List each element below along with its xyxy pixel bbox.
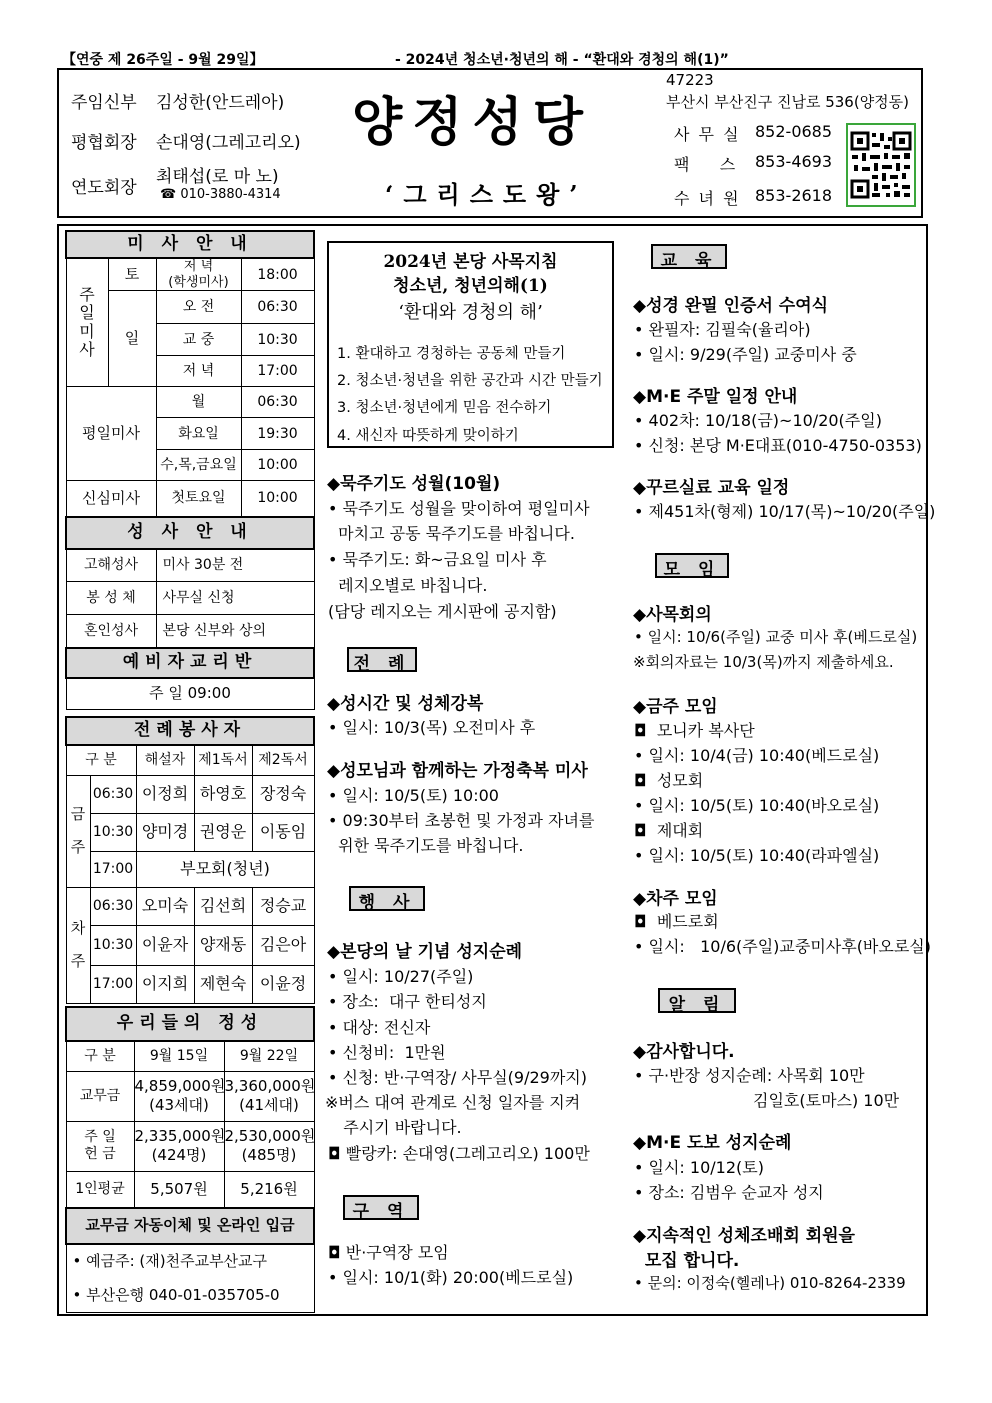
sacrament-value: 미사 30분 전 (156, 549, 314, 582)
pastoral-item: 1. 환대하고 경청하는 공동체 만들기 (337, 346, 566, 362)
bank-account: • 부산은행 040-01-035705-0 (66, 1279, 314, 1312)
meetings-title: 모 임 (655, 553, 729, 578)
rosary-line: (담당 레지오는 게시판에 공지함) (328, 602, 557, 621)
avg-label: 1인평균 (66, 1171, 134, 1208)
education-line: • 402차: 10/18(금)~10/20(주일) (634, 411, 882, 430)
server-reader2: 장정숙 (252, 775, 314, 813)
server-time: 06:30 (90, 775, 136, 813)
rosary-line: • 묵주기도: 화~금요일 미사 후 (328, 550, 547, 569)
liturgy-line: • 09:30부터 초봉헌 및 가정과 자녀를 (328, 811, 595, 830)
meetings-line: ◘ 제대회 (634, 821, 704, 840)
liturgy-heading-1: ◆성시간 및 성체강복 (327, 694, 484, 714)
notices-line: • 문의: 이정숙(헬레나) 010-8264-2339 (634, 1274, 906, 1292)
kyomu-value-2: 3,360,000원 (41세대) (224, 1071, 314, 1121)
education-title: 교 육 (651, 244, 727, 269)
sun-label: 일 (108, 291, 156, 387)
liturgy-line: 위한 묵주기도를 바칩니다. (328, 836, 524, 855)
sunday-offering-label: 주 일 헌 금 (66, 1121, 134, 1171)
server-reader1: 권영운 (194, 813, 252, 851)
yeondo-label: 연도회장 (71, 178, 137, 198)
sacrament-label: 봉 성 체 (66, 582, 156, 615)
server-commentator: 오미숙 (136, 887, 194, 925)
events-line: • 대상: 전신자 (328, 1018, 431, 1037)
sinsim-label: 신심미사 (66, 481, 156, 517)
meetings-heading-2: ◆금주 모임 (633, 697, 718, 717)
pastor-name: 김성한(안드레아) (156, 93, 285, 113)
server-time: 17:00 (90, 965, 136, 1003)
server-reader2: 이윤정 (252, 965, 314, 1003)
pastor-label: 주임신부 (71, 93, 137, 113)
meetings-line: • 일시: 10/6(주일)교중미사후(바오로실) (634, 937, 931, 956)
server-reader2: 정승교 (252, 887, 314, 925)
fax-label: 팩 스 (674, 155, 738, 174)
mon-label: 월 (156, 387, 241, 418)
offerings-table (65, 1006, 315, 1313)
catechumen-title: 예비자교리반 (66, 648, 314, 678)
convent-phone: 853-2618 (755, 186, 833, 205)
sunday-mass-label: 주 일 미 사 (66, 258, 108, 387)
meetings-line: ※회의자료는 10/3(목)까지 제출하세요. (633, 653, 894, 671)
notices-heading-3b: 모집 합니다. (633, 1251, 740, 1271)
education-line: • 제451차(형제) 10/17(목)~10/20(주일) (634, 502, 936, 521)
liturgy-heading-2: ◆성모님과 함께하는 가정축복 미사 (327, 761, 588, 781)
church-motto: ‘그리스도왕’ (385, 180, 588, 209)
offerings-title: 우리들의 정성 (66, 1007, 314, 1041)
district-title: 구 역 (343, 1195, 419, 1220)
notices-heading-3a: ◆지속적인 성체조배회 회원을 (633, 1226, 855, 1246)
rosary-heading: ◆묵주기도 성월(10월) (327, 474, 501, 494)
meetings-line: ◘ 베드로회 (634, 912, 719, 931)
convent-label: 수 녀 원 (674, 189, 741, 208)
meetings-heading-3: ◆차주 모임 (633, 889, 718, 909)
meetings-line: • 일시: 10/5(토) 10:40(라파엘실) (634, 846, 880, 865)
mon-time: 06:30 (241, 387, 314, 418)
sun-main: 교 중 (156, 324, 241, 356)
pastoral-item: 4. 새신자 따뜻하게 맞이하기 (337, 428, 519, 444)
events-line: • 신청: 반·구역장/ 사무실(9/29까지) (328, 1068, 587, 1087)
meetings-line: ◘ 성모회 (634, 771, 704, 790)
notices-heading-2: ◆M·E 도보 성지순례 (633, 1133, 792, 1153)
sun-evening-time: 17:00 (241, 356, 314, 387)
this-week-label: 금 주 (66, 775, 90, 887)
education-heading-2: ◆M·E 주말 일정 안내 (633, 387, 798, 407)
pastoral-item: 3. 청소년·청년에게 믿음 전수하기 (337, 400, 552, 416)
notices-line: • 구·반장 성지순례: 사목회 10만 (634, 1066, 865, 1085)
meetings-line: ◘ 모니카 복사단 (634, 721, 755, 740)
server-reader1: 김선희 (194, 887, 252, 925)
server-commentator: 이지희 (136, 965, 194, 1003)
notices-title: 알 림 (658, 988, 736, 1013)
mass-table (65, 230, 315, 710)
sinsim-time: 10:00 (241, 481, 314, 517)
sacrament-title: 성 사 안 내 (66, 517, 314, 549)
servers-col-header: 제2독서 (252, 745, 314, 775)
rosary-line: 마치고 공동 묵주기도를 바칩니다. (328, 524, 575, 543)
servers-title: 전례봉사자 (66, 717, 314, 745)
events-line: 주시기 바랍니다. (328, 1118, 462, 1137)
sacrament-label: 혼인성사 (66, 615, 156, 648)
servers-table (65, 716, 315, 1004)
offerings-col1: 9월 15일 (134, 1041, 224, 1071)
council-name: 손대영(그레고리오) (156, 133, 301, 153)
notices-line: • 일시: 10/12(토) (634, 1158, 764, 1177)
sunday-offering-1: 2,335,000원 (424명) (134, 1121, 224, 1171)
sun-am: 오 전 (156, 291, 241, 324)
bank-title: 교무금 자동이체 및 온라인 입금 (66, 1208, 314, 1244)
kyomu-value-1: 4,859,000원 (43세대) (134, 1071, 224, 1121)
server-reader1: 제현숙 (194, 965, 252, 1003)
events-line: • 신청비: 1만원 (328, 1043, 446, 1062)
sat-evening-time: 18:00 (241, 258, 314, 291)
council-label: 평협회장 (71, 133, 137, 153)
meetings-line: • 일시: 10/4(금) 10:40(베드로실) (634, 746, 880, 765)
liturgy-line: • 일시: 10/3(목) 오전미사 후 (328, 718, 536, 737)
pastoral-line2: 청소년, 청년의해(1) (393, 276, 548, 296)
server-time: 17:00 (90, 851, 136, 887)
rosary-line: 레지오별로 바칩니다. (328, 576, 488, 595)
events-line: ※버스 대여 관계로 신청 일자를 지켜 (325, 1093, 581, 1112)
server-reader2: 이동임 (252, 813, 314, 851)
meetings-line: • 일시: 10/5(토) 10:40(바오로실) (634, 796, 880, 815)
pastoral-line1: 2024년 본당 사목지침 (383, 252, 558, 272)
events-heading: ◆본당의 날 기념 성지순례 (327, 942, 523, 962)
events-line: ◘ 빨랑카: 손대영(그레고리오) 100만 (328, 1144, 590, 1163)
servers-col-header: 구 분 (66, 745, 136, 775)
week-label: 【연중 제 26주일 - 9월 29일】 (62, 52, 264, 68)
catechumen-time: 주 일 09:00 (66, 678, 314, 710)
sun-am-time: 06:30 (241, 291, 314, 324)
sacrament-value: 본당 신부와 상의 (156, 615, 314, 648)
notices-heading-1: ◆감사합니다. (633, 1042, 735, 1062)
events-line: • 일시: 10/27(주일) (328, 967, 474, 986)
sun-main-time: 10:30 (241, 324, 314, 356)
servers-col-header: 해설자 (136, 745, 194, 775)
depositor: • 예금주: (재)천주교부산교구 (66, 1244, 314, 1279)
wtf-label: 수,목,금요일 (156, 450, 241, 481)
theme-line: - 2024년 청소년·청년의 해 - “환대와 경청의 해(1)” (395, 52, 729, 68)
education-line: • 완필자: 김필숙(율리아) (634, 320, 811, 339)
kyomu-label: 교무금 (66, 1071, 134, 1121)
offerings-col-label: 구 분 (66, 1041, 134, 1071)
district-line: ◘ 반·구역장 모임 (328, 1243, 449, 1262)
sacrament-label: 고해성사 (66, 549, 156, 582)
server-commentator: 양미경 (136, 813, 194, 851)
server-reader1: 양재동 (194, 925, 252, 965)
pastoral-item: 2. 청소년·청년을 위한 공간과 시간 만들기 (337, 373, 603, 389)
server-commentator: 이윤자 (136, 925, 194, 965)
sat-evening: 저 녁 (학생미사) (156, 258, 241, 291)
pastoral-line3: ‘환대와 경청의 해’ (398, 302, 543, 323)
next-week-label: 차 주 (66, 887, 90, 1003)
fax-phone: 853-4693 (755, 152, 833, 171)
education-heading-1: ◆성경 완필 인증서 수여식 (633, 296, 829, 316)
server-reader1: 하영호 (194, 775, 252, 813)
avg-value-2: 5,216원 (224, 1171, 314, 1208)
server-reader2: 김은아 (252, 925, 314, 965)
meetings-heading-1: ◆사목회의 (633, 605, 712, 625)
tue-label: 화요일 (156, 418, 241, 450)
qr-code-icon[interactable] (846, 123, 916, 207)
avg-value-1: 5,507원 (134, 1171, 224, 1208)
sinsim-day: 첫토요일 (156, 481, 241, 517)
office-phone: 852-0685 (755, 122, 833, 141)
mass-title: 미 사 안 내 (66, 231, 314, 258)
sat-label: 토 (108, 258, 156, 291)
education-line: • 일시: 9/29(주일) 교중미사 중 (634, 345, 857, 364)
weekday-mass-label: 평일미사 (66, 387, 156, 481)
notices-line: • 장소: 김범우 순교자 성지 (634, 1183, 824, 1202)
server-commentator: 이정희 (136, 775, 194, 813)
yeondo-phone: ☎ 010-3880-4314 (160, 187, 281, 202)
liturgy-line: • 일시: 10/5(토) 10:00 (328, 786, 499, 805)
church-name: 양정성당 (352, 92, 593, 153)
offerings-col2: 9월 22일 (224, 1041, 314, 1071)
address: 부산시 부산진구 진남로 536(양정동) (666, 93, 910, 111)
server-time: 10:30 (90, 813, 136, 851)
meetings-line: • 일시: 10/6(주일) 교중 미사 후(베드로실) (634, 628, 918, 646)
education-line: • 신청: 본당 M·E대표(010-4750-0353) (634, 436, 922, 455)
wtf-time: 10:00 (241, 450, 314, 481)
server-group: 부모회(청년) (136, 851, 314, 887)
office-label: 사 무 실 (674, 125, 741, 144)
postal-code: 47223 (666, 71, 714, 89)
sunday-offering-2: 2,530,000원 (485명) (224, 1121, 314, 1171)
events-line: • 장소: 대구 한티성지 (328, 992, 487, 1011)
tue-time: 19:30 (241, 418, 314, 450)
rosary-line: • 묵주기도 성월을 맞이하여 평일미사 (328, 499, 590, 518)
server-time: 10:30 (90, 925, 136, 965)
yeondo-name: 최태섭(로 마 노) (156, 167, 279, 187)
sun-evening: 저 녁 (156, 356, 241, 387)
events-title: 행 사 (349, 886, 425, 911)
sacrament-value: 사무실 신청 (156, 582, 314, 615)
servers-col-header: 제1독서 (194, 745, 252, 775)
district-line: • 일시: 10/1(화) 20:00(베드로실) (328, 1268, 574, 1287)
liturgy-title: 전 례 (347, 647, 417, 672)
education-heading-3: ◆꾸르실료 교육 일정 (633, 478, 790, 498)
server-time: 06:30 (90, 887, 136, 925)
notices-line: 김일호(토마스) 10만 (753, 1091, 900, 1110)
